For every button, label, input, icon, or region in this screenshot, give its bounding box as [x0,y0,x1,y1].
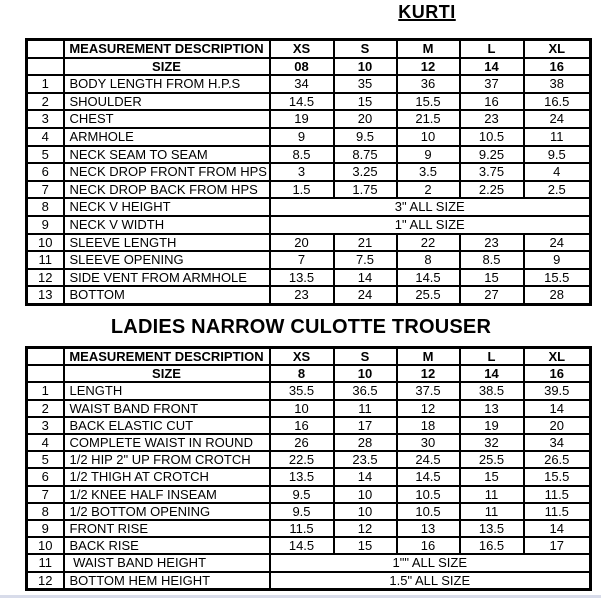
row-number-cell: 11 [27,554,64,571]
size-number-header: 08 [270,58,334,76]
table-row [27,434,591,451]
size-name-header: M [397,348,460,366]
measurement-value-cell: 17 [524,537,591,554]
measurement-value-cell: 20 [334,110,397,128]
measurement-value-cell: 23.5 [334,451,397,468]
measurement-value-cell: 15 [460,269,524,287]
measurement-value-cell: 14.5 [397,468,460,485]
measurement-value-cell: 14 [524,400,591,417]
row-number-cell: 3 [27,417,64,434]
measurement-value-cell: 30 [397,434,460,451]
measurement-value-cell: 37 [460,75,524,93]
measurement-value-cell: 20 [524,417,591,434]
measurement-value-cell: 12 [397,400,460,417]
row-number-cell: 9 [27,216,64,234]
size-name-header: S [334,348,397,366]
measurement-value-cell: 36.5 [334,382,397,399]
measurement-description-cell: 1/2 HIP 2" UP FROM CROTCH [64,451,270,468]
measurement-description-cell: SLEEVE LENGTH [64,234,270,252]
size-name-header: XS [270,40,334,58]
measurement-value-cell: 13.5 [270,269,334,287]
table-row [27,554,591,571]
table-row [27,382,591,399]
measurement-value-cell: 13 [397,520,460,537]
measurement-description-cell: NECK V WIDTH [64,216,270,234]
table-row [27,181,591,199]
size-number-header: 12 [397,365,460,382]
measurement-value-cell: 35 [334,75,397,93]
measurement-value-cell: 2.5 [524,181,591,199]
measurement-value-cell: 39.5 [524,382,591,399]
measurement-description-cell: BACK RISE [64,537,270,554]
table-row [27,198,591,216]
measurement-value-cell: 2.25 [460,181,524,199]
measurement-value-cell: 17 [334,417,397,434]
measurement-value-cell: 34 [270,75,334,93]
table-row [27,269,591,287]
measurement-value-cell: 15.5 [397,93,460,111]
measurement-value-cell: 3 [270,163,334,181]
measurement-description-cell: 1/2 BOTTOM OPENING [64,503,270,520]
row-number-cell: 9 [27,520,64,537]
measurement-value-cell: 25.5 [460,451,524,468]
measurement-description-cell: NECK V HEIGHT [64,198,270,216]
measurement-value-cell: 11 [334,400,397,417]
measurement-value-cell: 9.5 [524,146,591,164]
measurement-value-cell: 15 [334,537,397,554]
row-number-cell: 4 [27,434,64,451]
corner-cell [27,365,64,382]
corner-cell [27,58,64,76]
table-row [27,234,591,252]
measurement-description-cell: COMPLETE WAIST IN ROUND [64,434,270,451]
measurement-value-cell: 22.5 [270,451,334,468]
measurement-description-cell: CHEST [64,110,270,128]
measurement-value-cell: 15.5 [524,269,591,287]
measurement-value-cell: 9.5 [334,128,397,146]
table-row [27,503,591,520]
header-row-size-numbers [27,365,591,382]
measurement-value-cell: 18 [397,417,460,434]
measurement-value-cell: 24 [524,110,591,128]
table-row [27,286,591,304]
measurement-value-cell: 10 [334,503,397,520]
size-name-header: M [397,40,460,58]
kurti-measurement-table [25,38,592,306]
measurement-value-cell: 11 [524,128,591,146]
all-size-merged-cell: 3" ALL SIZE [270,198,591,216]
trouser-measurement-table [25,346,592,591]
measurement-value-cell: 19 [270,110,334,128]
measurement-value-cell: 7 [270,251,334,269]
measurement-value-cell: 12 [334,520,397,537]
table-row [27,163,591,181]
row-number-cell: 12 [27,572,64,590]
table-row [27,537,591,554]
measurement-value-cell: 28 [334,434,397,451]
measurement-description-cell: LENGTH [64,382,270,399]
measurement-description-cell: WAIST BAND FRONT [64,400,270,417]
measurement-value-cell: 9 [397,146,460,164]
table-row [27,146,591,164]
size-name-header: XL [524,348,591,366]
corner-cell [27,40,64,58]
measurement-value-cell: 10.5 [397,486,460,503]
measurement-description-cell: NECK DROP FRONT FROM HPS [64,163,270,181]
measurement-value-cell: 14.5 [270,93,334,111]
trouser-table-body [27,382,591,589]
row-number-cell: 5 [27,146,64,164]
size-name-header: L [460,40,524,58]
size-number-header: 14 [460,58,524,76]
row-number-cell: 10 [27,537,64,554]
measurement-value-cell: 4 [524,163,591,181]
measurement-description-cell: FRONT RISE [64,520,270,537]
size-number-header: 16 [524,365,591,382]
measurement-value-cell: 3.75 [460,163,524,181]
size-number-header: 10 [334,365,397,382]
measurement-description-cell: BODY LENGTH FROM H.P.S [64,75,270,93]
measurement-value-cell: 9.25 [460,146,524,164]
row-number-cell: 1 [27,75,64,93]
header-row-size-numbers [27,58,591,76]
measurement-description-cell: BOTTOM HEM HEIGHT [64,572,270,590]
row-number-cell: 7 [27,486,64,503]
table-row [27,75,591,93]
all-size-merged-cell: 1.5" ALL SIZE [270,572,591,590]
header-row-size-names [27,40,591,58]
measurement-value-cell: 21 [334,234,397,252]
measurement-value-cell: 16.5 [524,93,591,111]
measurement-value-cell: 16 [270,417,334,434]
kurti-table-body [27,75,591,304]
measurement-value-cell: 37.5 [397,382,460,399]
row-number-cell: 1 [27,382,64,399]
measurement-value-cell: 25.5 [397,286,460,304]
row-number-cell: 8 [27,198,64,216]
measurement-value-cell: 19 [460,417,524,434]
measurement-value-cell: 23 [460,110,524,128]
measurement-value-cell: 27 [460,286,524,304]
table-row [27,251,591,269]
all-size-merged-cell: 1" ALL SIZE [270,216,591,234]
measurement-value-cell: 14.5 [397,269,460,287]
measurement-value-cell: 34 [524,434,591,451]
size-number-header: 8 [270,365,334,382]
measurement-description-header: MEASUREMENT DESCRIPTION [64,40,270,58]
kurti-title: KURTI [398,2,456,22]
measurement-value-cell: 11 [460,486,524,503]
measurement-value-cell: 2 [397,181,460,199]
table-row [27,520,591,537]
measurement-value-cell: 15 [334,93,397,111]
row-number-cell: 6 [27,468,64,485]
measurement-value-cell: 13 [460,400,524,417]
table-row [27,93,591,111]
measurement-value-cell: 16 [397,537,460,554]
measurement-value-cell: 24 [334,286,397,304]
measurement-description-cell: 1/2 THIGH AT CROTCH [64,468,270,485]
measurement-value-cell: 23 [270,286,334,304]
row-number-cell: 10 [27,234,64,252]
measurement-value-cell: 11.5 [524,503,591,520]
trouser-title: LADIES NARROW CULOTTE TROUSER [110,316,492,338]
measurement-value-cell: 21.5 [397,110,460,128]
size-number-header: 10 [334,58,397,76]
measurement-value-cell: 11.5 [524,486,591,503]
size-number-header: 12 [397,58,460,76]
measurement-value-cell: 22 [397,234,460,252]
measurement-value-cell: 16.5 [460,537,524,554]
table-row [27,572,591,590]
measurement-value-cell: 26.5 [524,451,591,468]
measurement-value-cell: 14 [334,269,397,287]
measurement-value-cell: 8.75 [334,146,397,164]
measurement-value-cell: 20 [270,234,334,252]
measurement-value-cell: 15.5 [524,468,591,485]
table-row [27,216,591,234]
table-row [27,128,591,146]
size-label-header: SIZE [64,58,270,76]
row-number-cell: 8 [27,503,64,520]
row-number-cell: 11 [27,251,64,269]
measurement-description-cell: BOTTOM [64,286,270,304]
measurement-value-cell: 7.5 [334,251,397,269]
measurement-description-cell: ARMHOLE [64,128,270,146]
row-number-cell: 2 [27,93,64,111]
measurement-description-header: MEASUREMENT DESCRIPTION [64,348,270,366]
table-row [27,110,591,128]
measurement-value-cell: 24.5 [397,451,460,468]
row-number-cell: 12 [27,269,64,287]
size-number-header: 14 [460,365,524,382]
corner-cell [27,348,64,366]
bottom-strip [0,595,601,598]
measurement-value-cell: 3.5 [397,163,460,181]
header-row-size-names [27,348,591,366]
row-number-cell: 2 [27,400,64,417]
size-number-header: 16 [524,58,591,76]
size-name-header: XL [524,40,591,58]
table-row [27,400,591,417]
measurement-value-cell: 8.5 [460,251,524,269]
measurement-value-cell: 9.5 [270,486,334,503]
table-row [27,486,591,503]
measurement-value-cell: 9.5 [270,503,334,520]
measurement-value-cell: 8.5 [270,146,334,164]
measurement-value-cell: 3.25 [334,163,397,181]
row-number-cell: 13 [27,286,64,304]
measurement-value-cell: 8 [397,251,460,269]
measurement-value-cell: 10.5 [397,503,460,520]
measurement-value-cell: 14 [524,520,591,537]
measurement-value-cell: 28 [524,286,591,304]
measurement-value-cell: 13.5 [270,468,334,485]
size-name-header: S [334,40,397,58]
all-size-merged-cell: 1"" ALL SIZE [270,554,591,571]
row-number-cell: 3 [27,110,64,128]
measurement-value-cell: 35.5 [270,382,334,399]
table-row [27,417,591,434]
measurement-value-cell: 10.5 [460,128,524,146]
measurement-value-cell: 38.5 [460,382,524,399]
measurement-value-cell: 11 [460,503,524,520]
size-name-header: L [460,348,524,366]
measurement-value-cell: 24 [524,234,591,252]
measurement-description-cell: BACK ELASTIC CUT [64,417,270,434]
measurement-value-cell: 14 [334,468,397,485]
measurement-value-cell: 9 [270,128,334,146]
measurement-description-cell: SHOULDER [64,93,270,111]
measurement-value-cell: 23 [460,234,524,252]
measurement-value-cell: 1.5 [270,181,334,199]
table-row [27,468,591,485]
measurement-description-cell: SLEEVE OPENING [64,251,270,269]
measurement-value-cell: 14.5 [270,537,334,554]
size-name-header: XS [270,348,334,366]
measurement-value-cell: 1.75 [334,181,397,199]
measurement-description-cell: SIDE VENT FROM ARMHOLE [64,269,270,287]
measurement-value-cell: 15 [460,468,524,485]
measurement-value-cell: 16 [460,93,524,111]
measurement-value-cell: 32 [460,434,524,451]
row-number-cell: 4 [27,128,64,146]
measurement-value-cell: 10 [334,486,397,503]
size-label-header: SIZE [64,365,270,382]
measurement-description-cell: NECK SEAM TO SEAM [64,146,270,164]
measurement-description-cell: 1/2 KNEE HALF INSEAM [64,486,270,503]
measurement-value-cell: 36 [397,75,460,93]
row-number-cell: 5 [27,451,64,468]
measurement-value-cell: 11.5 [270,520,334,537]
measurement-value-cell: 38 [524,75,591,93]
measurement-value-cell: 13.5 [460,520,524,537]
measurement-value-cell: 9 [524,251,591,269]
table-row [27,451,591,468]
measurement-value-cell: 26 [270,434,334,451]
row-number-cell: 6 [27,163,64,181]
measurement-description-cell: WAIST BAND HEIGHT [64,554,270,571]
measurement-value-cell: 10 [397,128,460,146]
measurement-value-cell: 10 [270,400,334,417]
measurement-description-cell: NECK DROP BACK FROM HPS [64,181,270,199]
row-number-cell: 7 [27,181,64,199]
